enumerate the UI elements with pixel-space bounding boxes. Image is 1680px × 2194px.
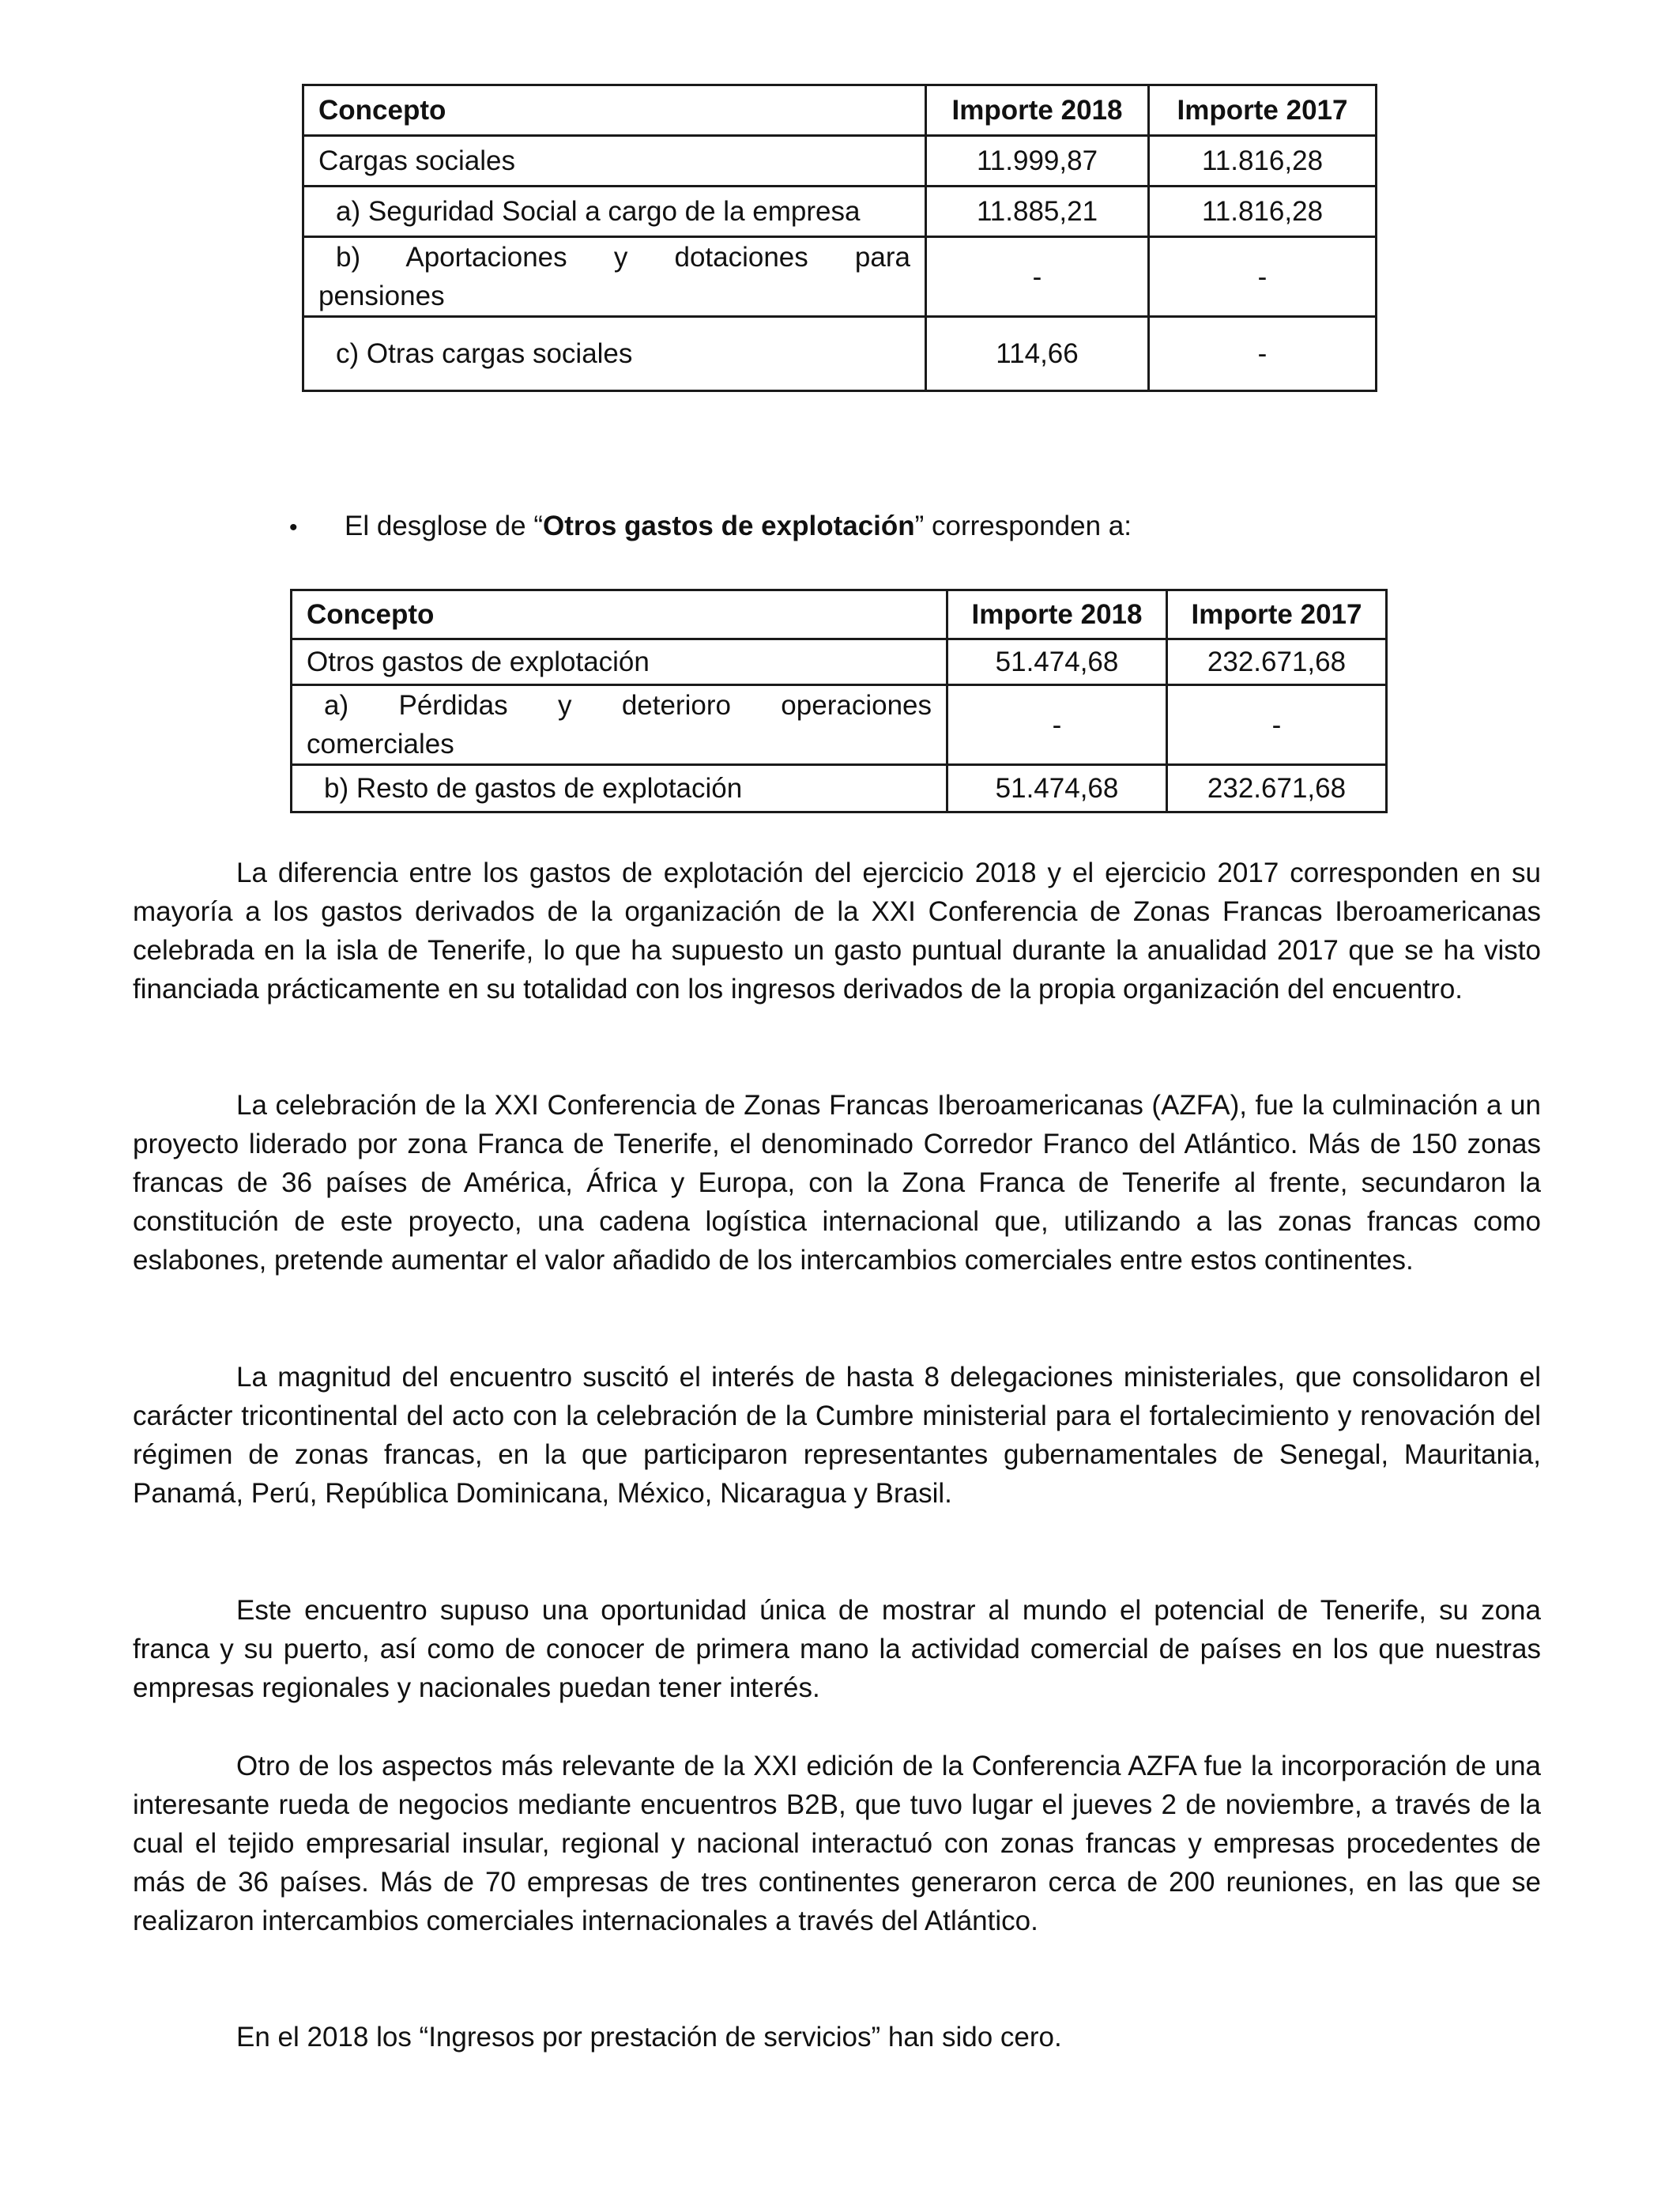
row-value-2018: - bbox=[926, 237, 1149, 317]
row-value-2017: - bbox=[1167, 685, 1387, 765]
body-paragraph: La celebración de la XXI Conferencia de Zonas Francas Iberoamericanas (AZFA), fue la culminación a un proyecto liderado por zona Franca de Tenerife, el denominado Corredor Franco del Atlántico. Más de 150 zonas francas de 36 países de América, África y Europa, con la Zona Franca de Tenerife al frente, secundaron la constitución de este proyecto, una cadena logística internacional que, utilizando a las zonas francas como eslabones, pretende aumentar el valor añadido de los intercambios comerciales entre estos continentes. bbox=[133, 1090, 1541, 1276]
table-header-row bbox=[303, 85, 1377, 136]
row-value-2017: 11.816,28 bbox=[1149, 187, 1377, 237]
table-row bbox=[303, 187, 1377, 237]
bullet-text-bold: Otros gastos de explotación bbox=[542, 511, 915, 541]
row-concept-line: a) Pérdidas y deterioro operaciones bbox=[324, 690, 932, 721]
otros-gastos-table bbox=[290, 589, 1388, 813]
row-concept: b) Resto de gastos de explotación bbox=[292, 765, 947, 812]
row-value-2018: 114,66 bbox=[926, 317, 1149, 391]
row-value-2017: 232.671,68 bbox=[1167, 639, 1387, 685]
bullet-item bbox=[289, 507, 1132, 547]
table-row bbox=[292, 639, 1387, 685]
bullet-text-suffix: ” corresponden a: bbox=[914, 511, 1132, 541]
row-value-2017: - bbox=[1149, 317, 1377, 391]
body-paragraph: Otro de los aspectos más relevante de la XXI edición de la Conferencia AZFA fue la incorporación de una interesante rueda de negocios mediante encuentros B2B, que tuvo lugar el jueves 2 de noviembre, a través de la cual el tejido empresarial insular, regional y nacional interactuó con zonas francas y empresas procedentes de más de 36 países. Más de 70 empresas de tres continentes generaron cerca de 200 reuniones, en las que se realizaron intercambios comerciales internacionales a través del Atlántico. bbox=[133, 1751, 1541, 1936]
bullet-icon: • bbox=[289, 515, 298, 541]
body-paragraph: En el 2018 los “Ingresos por prestación de servicios” han sido cero. bbox=[236, 2022, 1062, 2053]
row-value-2017: 232.671,68 bbox=[1167, 765, 1387, 812]
body-paragraph: Este encuentro supuso una oportunidad única de mostrar al mundo el potencial de Tenerife, su zona franca y su puerto, así como de conocer de primera mano la actividad comercial de países en los que nuestras empresas regionales y nacionales puedan tener interés. bbox=[133, 1595, 1541, 1703]
row-concept-line: b) Aportaciones y dotaciones para bbox=[336, 242, 910, 273]
bullet-text-prefix: El desglose de “ bbox=[345, 511, 543, 541]
row-concept: a) Seguridad Social a cargo de la empresa bbox=[303, 187, 926, 237]
row-value-2018: - bbox=[947, 685, 1167, 765]
row-value-2018: 51.474,68 bbox=[947, 639, 1167, 685]
table-row bbox=[303, 317, 1377, 391]
row-concept: c) Otras cargas sociales bbox=[303, 317, 926, 391]
row-value-2018: 51.474,68 bbox=[947, 765, 1167, 812]
row-concept bbox=[292, 685, 947, 765]
table-row bbox=[303, 237, 1377, 317]
row-value-2017: - bbox=[1149, 237, 1377, 317]
header-importe-2017: Importe 2017 bbox=[1149, 85, 1377, 136]
row-value-2017: 11.816,28 bbox=[1149, 136, 1377, 187]
table-row bbox=[292, 685, 1387, 765]
row-concept-line: comerciales bbox=[307, 729, 454, 760]
header-importe-2018: Importe 2018 bbox=[947, 590, 1167, 639]
row-value-2018: 11.885,21 bbox=[926, 187, 1149, 237]
header-concepto: Concepto bbox=[303, 85, 926, 136]
body-paragraph: La diferencia entre los gastos de explotación del ejercicio 2018 y el ejercicio 2017 corresponden en su mayoría a los gastos derivados de la organización de la XXI Conferencia de Zonas Francas Iberoamericanas celebrada en la isla de Tenerife, lo que ha supuesto un gasto puntual durante la anualidad 2017 que se ha visto financiada prácticamente en su totalidad con los ingresos derivados de la propia organización del encuentro. bbox=[133, 858, 1541, 1005]
table-row bbox=[292, 765, 1387, 812]
table-header-row bbox=[292, 590, 1387, 639]
header-concepto: Concepto bbox=[292, 590, 947, 639]
row-concept bbox=[303, 237, 926, 317]
body-paragraph: La magnitud del encuentro suscitó el interés de hasta 8 delegaciones ministeriales, que consolidaron el carácter tricontinental del acto con la celebración de la Cumbre ministerial para el fortalecimiento y renovación del régimen de zonas francas, en la que participaron representantes gubernamentales de Senegal, Mauritania, Panamá, Perú, República Dominicana, México, Nicaragua y Brasil. bbox=[133, 1362, 1541, 1509]
row-concept: Cargas sociales bbox=[303, 136, 926, 187]
row-concept: Otros gastos de explotación bbox=[292, 639, 947, 685]
cargas-sociales-table bbox=[302, 84, 1377, 392]
table-row bbox=[303, 136, 1377, 187]
row-value-2018: 11.999,87 bbox=[926, 136, 1149, 187]
header-importe-2018: Importe 2018 bbox=[926, 85, 1149, 136]
header-importe-2017: Importe 2017 bbox=[1167, 590, 1387, 639]
row-concept-line: pensiones bbox=[318, 281, 445, 311]
